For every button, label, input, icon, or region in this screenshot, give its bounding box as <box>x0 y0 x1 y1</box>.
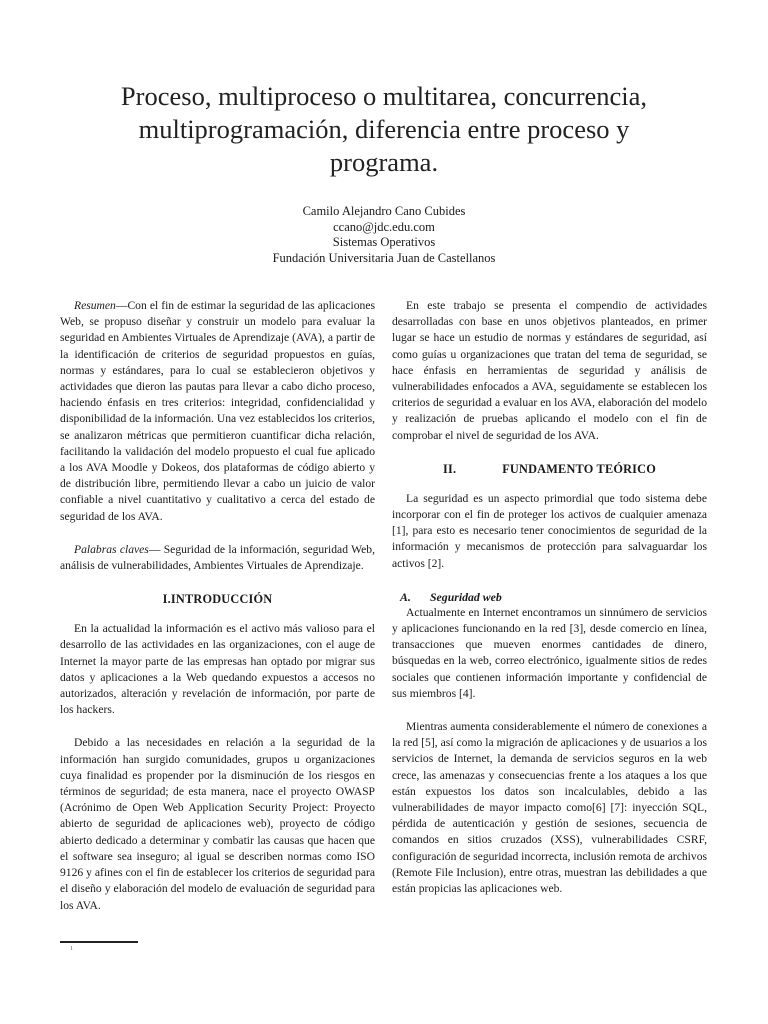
author-department: Sistemas Operativos <box>332 235 436 249</box>
subsection-title: Seguridad web <box>430 589 502 604</box>
section-title: INTRODUCCIÓN <box>170 592 273 607</box>
section-heading-introduction <box>60 591 375 607</box>
section-title: FUNDAMENTO TEÓRICO <box>502 461 657 476</box>
author-name: Camilo Alejandro Cano Cubides <box>302 204 466 218</box>
intro-paragraph-3: En este trabajo se presenta el compendio de actividades desarrolladas con base en unos objetivos planteados, en primer lugar se hace un estudio de normas y estándares de seguridad, así como guías u organizaciones que tratan del tema de seguridad, se hace énfasis en herramientas de seguridad y análisis de vulnerabilidades enfocados a AVA, seguidamente se establecen los criterios de seguridad a evaluar en los AVA, elaboración del modelo y realización de pruebas aplicando el modelo con el fin de comprobar el nivel de seguridad de los AVA. <box>392 299 707 442</box>
fundamento-paragraph: La seguridad es un aspecto primordial que todo sistema debe incorporar con el fin de proteger los activos de cualquier amenaza [1], para esto es necesario tener conocimientos de seguridad de la información y mecanismos de protección para salvaguardar los activos [2]. <box>392 491 707 570</box>
left-column <box>60 298 375 914</box>
intro-paragraph-1: En la actualidad la información es el activo más valioso para el desarrollo de las actividades en las organizaciones, con el auge de Internet la mayor parte de las empresas han optado por migrar sus datos y aplicaciones a la Web quedando expuestos a accesos no autorizados, alteración y revelación de información, por parte de los hackers. <box>60 622 375 717</box>
abstract-text: —Con el fin de estimar la seguridad de las aplicaciones Web, se propuso diseñar y construir un modelo para evaluar la seguridad en Ambientes Virtuales de Aprendizaje (AVA), a partir de la identificación de criterios de seguridad propuestos en guías, normas y estándares, para lo cual se establecieron objetivos y actividades que dieron las pautas para llevar a cabo dicho proceso, haciendo énfasis en tres criterios: integridad, confidencialidad y disponibilidad de la información. Una vez establecidos los criterios, se analizaron métricas que permitieron cuantificar dicha relación, facilitando la validación del modelo propuesto el cual fue aplicado a los AVA Moodle y Dokeos, dos plataformas de código abierto y de distribución libre, permitiendo llevar a cabo un juicio de valor confiable a nivel cuantitativo y cualitativo a cerca del estado de seguridad de los AVA. <box>60 299 375 523</box>
subsection-letter: A. <box>400 589 411 604</box>
keywords-text: — Seguridad de la información, seguridad Web, análisis de vulnerabilidades, Ambientes Virtuales de Aprendizaje. <box>60 542 375 573</box>
abstract-label: Resumen <box>74 299 116 312</box>
seguridad-web-paragraph-2: Mientras aumenta considerablemente el número de conexiones a la red [5], así como la migración de aplicaciones y de usuarios a los servicios de Internet, la demanda de servicios seguros en la web crece, las amenazas y consecuencias frente a los ataques a los que están expuestos los datos son incalculables, debido a las vulnerabilidades de mayor impacto como[6] [7]: inyección SQL, pérdida de autenticación y gestión de sesiones, secuencia de comandos en sitios cruzados (XSS), vulnerabilidades CSRF, configuración de seguridad incorrecta, inclusión remota de archivos (Remote File Inclusion), entre otras, muestran las debilidades a que están propicias las aplicaciones web. <box>392 720 707 896</box>
section-number: II. <box>442 461 457 476</box>
author-institution: Fundación Universitaria Juan de Castellanos <box>272 250 496 265</box>
section-heading-fundamento <box>392 461 707 477</box>
keywords <box>60 542 375 574</box>
right-column <box>392 298 707 897</box>
author-email: ccano@jdc.edu.com <box>333 219 435 234</box>
author-block <box>0 204 768 266</box>
paper-title: Proceso, multiproceso o multitarea, concurrencia, multiprogramación, diferencia entre proceso y programa. <box>120 81 648 177</box>
seguridad-web-paragraph-1: Actualmente en Internet encontramos un sinnúmero de servicios y aplicaciones funcionando en la red [3], desde comercio en línea, transacciones que mueven enormes cantidades de dinero, búsquedas en la web, correo electrónico, igualmente sitios de redes sociales que contienen información importante y confidencial de sus miembros [4]. <box>392 605 707 700</box>
subsection-heading-seguridad-web <box>400 589 707 605</box>
abstract <box>60 298 375 525</box>
keywords-label: Palabras claves <box>74 542 149 556</box>
section-number: I. <box>162 592 171 607</box>
footnote-rule <box>60 941 138 943</box>
footnote-mark: 1 <box>70 946 73 952</box>
intro-paragraph-2: Debido a las necesidades en relación a la seguridad de la información han surgido comunidades, grupos u organizaciones cuya finalidad es propender por la disminución de los riesgos en términos de seguridad; de esta manera, nace el proyecto OWASP (Acrónimo de Open Web Application Security Project: Proyecto abierto de seguridad de aplicaciones web), proyecto de código abierto dedicado a determinar y combatir las causas que hacen que el software sea inseguro; al igual se describen normas como ISO 9126 y afines con el fin de establecer los criterios de seguridad para el diseño y elaboración del modelo de evaluación de seguridad para los AVA. <box>60 736 375 912</box>
